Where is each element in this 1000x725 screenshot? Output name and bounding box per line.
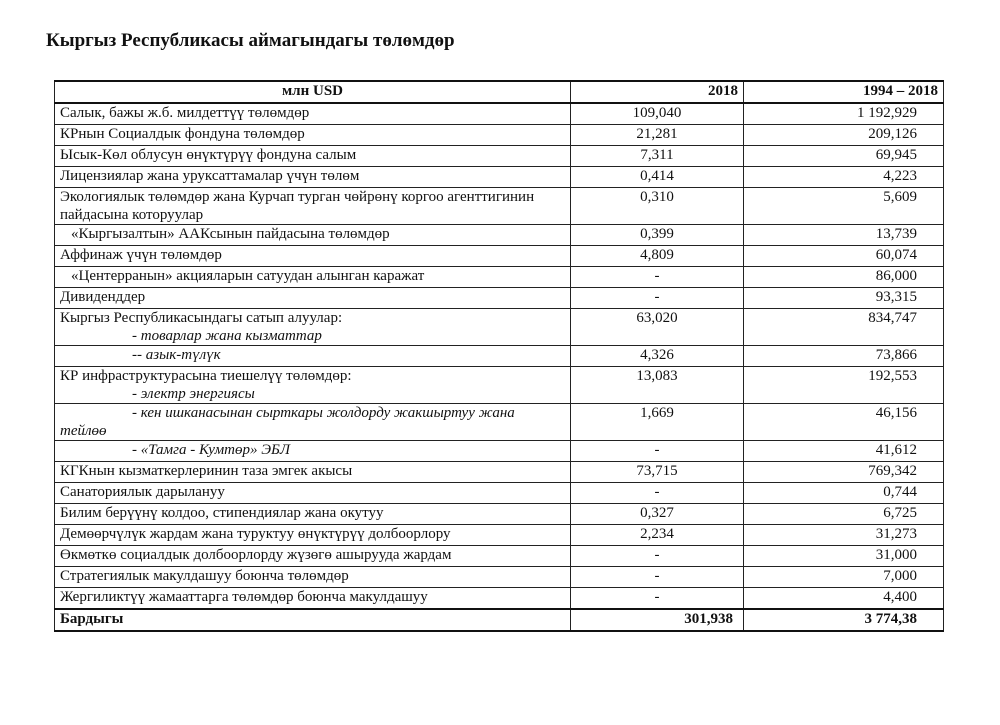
row-label: «Кыргызалтын» ААКсынын пайдасына төлөмдөр <box>71 226 390 242</box>
row-label: КГКнын кызматкерлеринин таза эмгек акысы <box>60 463 353 479</box>
table-row <box>55 546 944 567</box>
table-row <box>55 404 944 441</box>
row-period-value: 86,000 <box>744 267 944 288</box>
row-period-value: 73,866 <box>744 346 944 367</box>
header-period-total: 1994 – 2018 <box>744 81 944 103</box>
total-2018-value: 301,938 <box>571 609 744 631</box>
table-row <box>55 309 944 346</box>
row-label: Ысык-Көл облусун өнүктүрүү фондуна салым <box>60 147 357 163</box>
row-period-value: 5,609 <box>744 188 944 225</box>
row-label-cell <box>55 167 571 188</box>
table-header-row <box>55 81 944 103</box>
table-row <box>55 246 944 267</box>
row-label: Стратегиялык макулдашуу боюнча төлөмдөр <box>60 568 349 584</box>
row-2018-value: - <box>571 546 744 567</box>
row-label-cell <box>55 367 571 404</box>
row-2018-value: 13,083 <box>571 367 744 404</box>
row-label: КРнын Социалдык фондуна төлөмдөр <box>60 126 305 142</box>
row-2018-value: 21,281 <box>571 125 744 146</box>
table-row <box>55 288 944 309</box>
table-row <box>55 525 944 546</box>
row-label-cell <box>55 246 571 267</box>
table-row <box>55 103 944 125</box>
row-sublabel: - «Тамга - Кумтөр» ЭБЛ <box>132 442 291 458</box>
row-label: Кыргыз Республикасындагы сатып алуулар: <box>60 310 343 326</box>
row-period-value: 31,273 <box>744 525 944 546</box>
row-label-cell <box>55 483 571 504</box>
row-period-value: 46,156 <box>744 404 944 441</box>
row-label-cell <box>55 441 571 462</box>
row-sublabel: - электр энергиясы <box>132 386 255 402</box>
row-2018-value: 0,327 <box>571 504 744 525</box>
total-period-value: 3 774,38 <box>744 609 944 631</box>
table-body <box>55 103 944 609</box>
row-sublabel: - кен ишканасынан сырткары жолдорду жакшыртуу жана тейлөө <box>60 405 515 439</box>
row-period-value: 209,126 <box>744 125 944 146</box>
table-row <box>55 167 944 188</box>
row-label: Дивиденддер <box>60 289 146 305</box>
row-label: Өкмөткө социалдык долбоорлорду жүзөгө ашырууда жардам <box>60 547 452 563</box>
row-2018-value: - <box>571 288 744 309</box>
row-period-value: 69,945 <box>744 146 944 167</box>
row-label-cell <box>55 462 571 483</box>
total-label: Бардыгы <box>55 609 571 631</box>
row-2018-value: 63,020 <box>571 309 744 346</box>
row-2018-value: - <box>571 567 744 588</box>
row-label: КР инфраструктурасына тиешелүү төлөмдөр: <box>60 368 352 384</box>
row-label: Аффинаж үчүн төлөмдөр <box>60 247 222 263</box>
row-period-value: 93,315 <box>744 288 944 309</box>
row-period-value: 31,000 <box>744 546 944 567</box>
row-label: Санаториялык дарылануу <box>60 484 225 500</box>
table-row <box>55 567 944 588</box>
page-title: Кыргыз Республикасы аймагындагы төлөмдөр <box>46 30 455 51</box>
table-row <box>55 188 944 225</box>
row-period-value: 0,744 <box>744 483 944 504</box>
table-row <box>55 441 944 462</box>
table-row <box>55 367 944 404</box>
row-label-cell <box>55 225 571 246</box>
row-2018-value: 0,414 <box>571 167 744 188</box>
row-2018-value: - <box>571 588 744 610</box>
row-label: Лицензиялар жана уруксаттамалар үчүн төлөм <box>60 168 360 184</box>
row-label: Жергиликтүү жамааттарга төлөмдөр боюнча макулдашуу <box>60 589 428 605</box>
row-2018-value: 4,809 <box>571 246 744 267</box>
row-label-cell <box>55 546 571 567</box>
row-label-cell <box>55 504 571 525</box>
row-label: Салык, бажы ж.б. милдеттүү төлөмдөр <box>60 105 310 121</box>
row-label-cell <box>55 588 571 610</box>
table-row <box>55 504 944 525</box>
header-unit-label: млн USD <box>55 81 571 103</box>
row-period-value: 41,612 <box>744 441 944 462</box>
row-label-cell <box>55 188 571 225</box>
table-row <box>55 225 944 246</box>
table-row <box>55 588 944 610</box>
row-period-value: 4,400 <box>744 588 944 610</box>
table-row <box>55 125 944 146</box>
row-2018-value: 0,399 <box>571 225 744 246</box>
row-label-cell <box>55 567 571 588</box>
row-label-cell <box>55 103 571 125</box>
row-2018-value: 7,311 <box>571 146 744 167</box>
row-period-value: 6,725 <box>744 504 944 525</box>
row-label: Билим берүүнү колдоо, стипендиялар жана окутуу <box>60 505 384 521</box>
row-label-cell <box>55 288 571 309</box>
row-period-value: 1 192,929 <box>744 103 944 125</box>
row-period-value: 769,342 <box>744 462 944 483</box>
payments-table <box>54 80 944 632</box>
row-label: Демөөрчүлүк жардам жана туруктуу өнүктүрүү долбоорлору <box>60 526 451 542</box>
row-2018-value: 4,326 <box>571 346 744 367</box>
table-row <box>55 146 944 167</box>
row-2018-value: 73,715 <box>571 462 744 483</box>
header-year-2018: 2018 <box>571 81 744 103</box>
row-2018-value: 109,040 <box>571 103 744 125</box>
row-label-cell <box>55 146 571 167</box>
row-period-value: 7,000 <box>744 567 944 588</box>
row-2018-value: - <box>571 267 744 288</box>
row-label: Экологиялык төлөмдөр жана Курчап турган чөйрөнү коргоо агенттигинин пайдасына которуулар <box>60 189 535 223</box>
table-row <box>55 483 944 504</box>
row-2018-value: - <box>571 483 744 504</box>
row-2018-value: - <box>571 441 744 462</box>
table-row <box>55 462 944 483</box>
row-period-value: 13,739 <box>744 225 944 246</box>
row-sublabel: -- азык-түлүк <box>132 347 221 363</box>
row-period-value: 192,553 <box>744 367 944 404</box>
row-period-value: 834,747 <box>744 309 944 346</box>
row-label-cell <box>55 267 571 288</box>
row-label-cell <box>55 125 571 146</box>
row-2018-value: 2,234 <box>571 525 744 546</box>
row-label-cell <box>55 346 571 367</box>
row-label-cell <box>55 404 571 441</box>
row-2018-value: 0,310 <box>571 188 744 225</box>
row-period-value: 60,074 <box>744 246 944 267</box>
row-label: «Центерранын» акцияларын сатуудан алынган каражат <box>71 268 425 284</box>
table-row <box>55 267 944 288</box>
table-row <box>55 346 944 367</box>
total-row <box>55 609 944 631</box>
row-2018-value: 1,669 <box>571 404 744 441</box>
row-label-cell <box>55 525 571 546</box>
row-label-cell <box>55 309 571 346</box>
row-sublabel: - товарлар жана кызматтар <box>132 328 322 344</box>
row-period-value: 4,223 <box>744 167 944 188</box>
